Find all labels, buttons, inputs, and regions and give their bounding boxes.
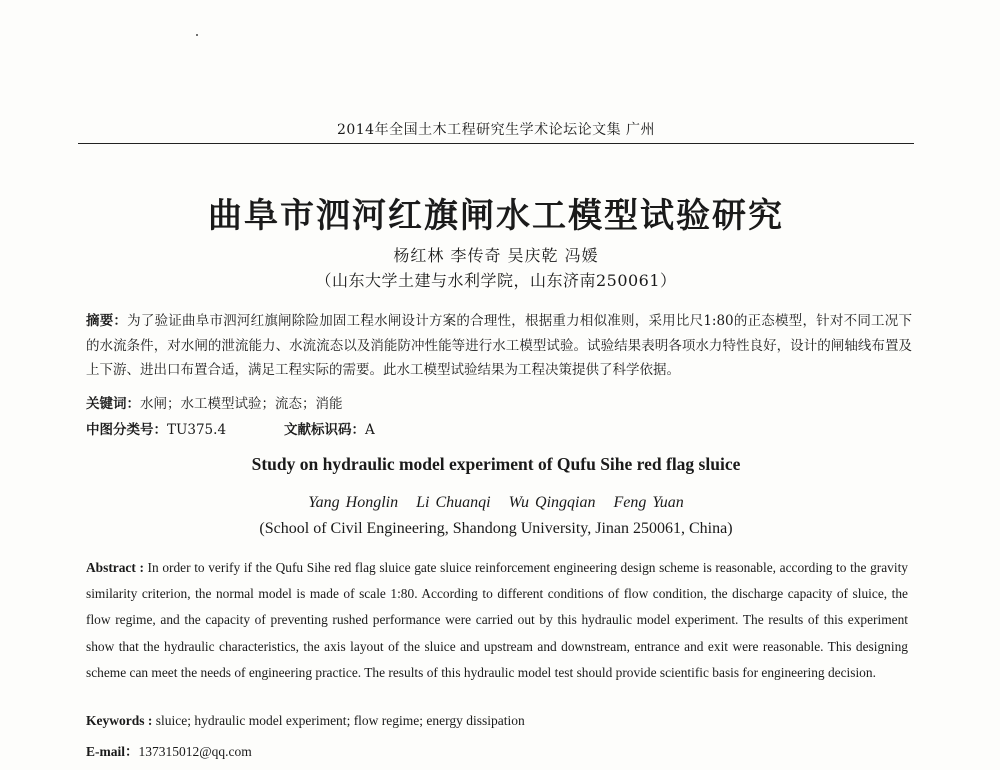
authors-cn: 杨红林 李传奇 吴庆乾 冯媛 [393,246,599,265]
keywords-en-label: Keywords : [86,713,153,728]
clc-label: 中图分类号： [86,422,167,438]
doc-code-value: A [365,422,375,438]
abstract-cn-label: 摘要： [86,313,128,329]
author-en: Feng Yuan [613,494,684,511]
running-head: 2014年全国土木工程研究生学术论坛论文集 广州 [336,122,656,138]
title-en: Study on hydraulic model experiment of Qufu Sihe red flag sluice [251,454,741,474]
authors-en [78,494,914,512]
title-cn: 曲阜市泗河红旗闸水工模型试验研究 [208,196,784,236]
keywords-en [86,713,908,729]
affiliation-cn: （山东大学土建与水利学院，山东济南250061） [315,271,677,290]
keywords-cn-label: 关键词： [86,396,140,412]
author-en: Yang Honglin [308,494,399,511]
abstract-en-label: Abstract : [86,560,144,575]
author-en: Wu Qingqian [508,494,596,511]
affiliation-en: (School of Civil Engineering, Shandong University, Jinan 250061, China) [259,520,733,537]
keywords-en-text: sluice; hydraulic model experiment; flow regime; energy dissipation [155,713,525,728]
abstract-en-text: In order to verify if the Qufu Sihe red flag sluice gate sluice reinforcement engineering design scheme is reasonable, according to the gravity similarity criterion, the normal model is made of scale 1:80. According to different conditions of flow condition, the discharge capacity of sluice, the flow regime, and the capacity of preventing rushed performance were carried out by this hydraulic model experiment. The results of this experiment show that the hydraulic characteristics, the axis layout of the sluice and upstream and downstream, entrance and exit were reasonable. This designing scheme can meet the needs of engineering practice. The results of this hydraulic model test should provide scientific basis for engineering decision. [86,560,908,680]
abstract-cn-text: 为了验证曲阜市泗河红旗闸除险加固工程水闸设计方案的合理性，根据重力相似准则，采用比尺1:80的正态模型，针对不同工况下的水流条件，对水闸的泄流能力、水流流态以及消能防冲性能等进行水工模型试验。试验结果表明各项水力特性良好，设计的闸轴线布置及上下游、进出口布置合适，满足工程实际的需要。此水工模型试验结果为工程决策提供了科学依据。 [86,313,912,378]
keywords-cn [86,392,912,412]
abstract-cn [86,309,912,383]
doc-code-label: 文献标识码： [284,422,365,438]
author-en: Li Chuanqi [416,494,491,511]
scan-speck [196,34,198,36]
header-rule [78,143,914,144]
email [86,740,908,760]
doc-code [284,418,375,438]
abstract-en [86,555,908,686]
classification-row [86,418,912,438]
email-label: E-mail： [86,744,139,759]
keywords-cn-text: 水闸；水工模型试验；流态；消能 [140,396,343,412]
email-value: 137315012@qq.com [138,744,252,759]
clc-value: TU375.4 [167,422,227,438]
